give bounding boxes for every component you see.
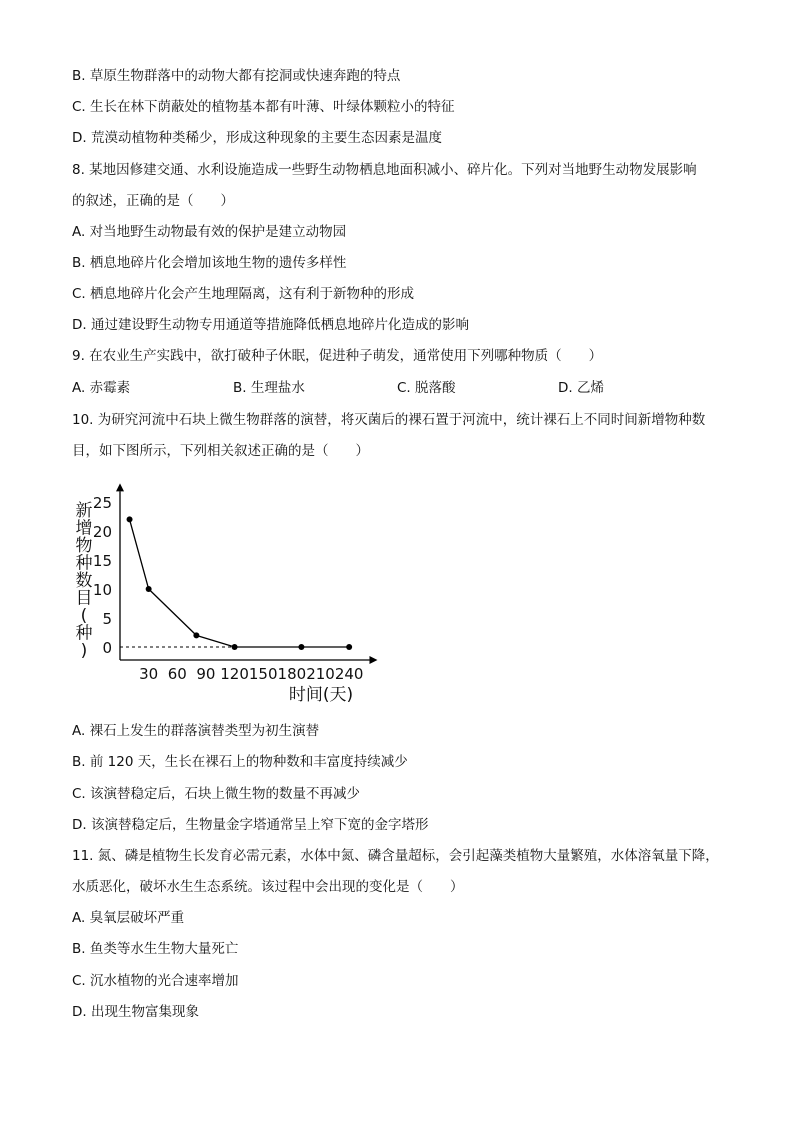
q7-option-c: C. 生长在林下荫蔽处的植物基本都有叶薄、叶绿体颗粒小的特征 (72, 99, 455, 115)
chart-series (127, 516, 353, 650)
x-tick-label: 150 (248, 665, 278, 683)
q8-stem-line2: 的叙述，正确的是（ ） (72, 193, 234, 209)
x-axis-arrow (369, 656, 377, 664)
y-axis-arrow (116, 483, 124, 491)
y-tick-label: 25 (92, 494, 112, 512)
data-point (346, 644, 352, 650)
q10-option-d: D. 该演替稳定后，生物量金字塔通常呈上窄下宽的金字塔形 (72, 817, 429, 833)
q9-option-d: D. 乙烯 (558, 380, 604, 396)
y-tick-label: 5 (102, 610, 112, 628)
q11-option-a: A. 臭氧层破坏严重 (72, 910, 185, 926)
data-point (127, 516, 133, 522)
data-point (146, 586, 152, 592)
q11-option-b: B. 鱼类等水生生物大量死亡 (72, 941, 239, 957)
data-point (193, 632, 199, 638)
y-tick-label: 20 (92, 523, 112, 541)
data-point (232, 644, 238, 650)
q9-option-c: C. 脱落酸 (397, 380, 456, 396)
species-line-chart (68, 478, 440, 706)
y-tick-label: 15 (92, 552, 112, 570)
x-tick-label: 180 (277, 665, 307, 683)
q8-stem-line1: 8. 某地因修建交通、水利设施造成一些野生动物栖息地面积减小、碎片化。下列对当地野生动物发展影响 (72, 162, 697, 178)
q8-option-a: A. 对当地野生动物最有效的保护是建立动物园 (72, 224, 347, 240)
q7-option-b: B. 草原生物群落中的动物大都有挖洞或快速奔跑的特点 (72, 68, 401, 84)
q8-option-b: B. 栖息地碎片化会增加该地生物的遗传多样性 (72, 255, 347, 271)
series-line (130, 519, 350, 647)
y-axis-label: 新增物种数目(种) (75, 501, 93, 661)
q8-option-d: D. 通过建设野生动物专用通道等措施降低栖息地碎片化造成的影响 (72, 317, 469, 333)
q9-options (72, 378, 752, 398)
x-tick-label: 120 (220, 665, 249, 683)
q10-option-a: A. 裸石上发生的群落演替类型为初生演替 (72, 723, 320, 739)
q9-option-b: B. 生理盐水 (233, 380, 305, 396)
q10-stem-line2: 目，如下图所示，下列相关叙述正确的是（ ） (72, 443, 369, 459)
y-tick-label: 10 (92, 581, 112, 599)
q11-option-d: D. 出现生物富集现象 (72, 1004, 199, 1020)
q9-stem: 9. 在农业生产实践中，欲打破种子休眠，促进种子萌发，通常使用下列哪种物质（ ） (72, 348, 603, 364)
chart-ticks (93, 494, 364, 683)
x-tick-label: 210 (306, 665, 335, 683)
q10-option-b: B. 前 120 天，生长在裸石上的物种数和丰富度持续减少 (72, 754, 408, 770)
x-tick-label: 90 (196, 665, 216, 683)
q11-option-c: C. 沉水植物的光合速率增加 (72, 973, 239, 989)
x-tick-label: 60 (167, 665, 187, 683)
x-tick-label: 240 (334, 665, 364, 683)
q11-stem-line1: 11. 氮、磷是植物生长发育必需元素，水体中氮、磷含量超标，会引起藻类植物大量繁殖，水体溶氧量下降， (72, 848, 719, 864)
q10-stem-line1: 10. 为研究河流中石块上微生物群落的演替，将灭菌后的裸石置于河流中，统计裸石上不同时间新增物种数 (72, 412, 706, 428)
q11-stem-line2: 水质恶化，破坏水生生态系统。该过程中会出现的变化是（ ） (72, 879, 464, 895)
x-tick-label: 30 (139, 665, 159, 683)
x-axis-label: 时间(天) (288, 685, 354, 705)
q10-option-c: C. 该演替稳定后，石块上微生物的数量不再减少 (72, 786, 361, 802)
q9-option-a: A. 赤霉素 (72, 380, 131, 396)
data-point (298, 644, 304, 650)
q8-option-c: C. 栖息地碎片化会产生地理隔离，这有利于新物种的形成 (72, 286, 415, 302)
chart-axes (116, 483, 377, 664)
q7-option-d: D. 荒漠动植物种类稀少，形成这种现象的主要生态因素是温度 (72, 130, 442, 146)
y-tick-label: 0 (102, 639, 112, 657)
